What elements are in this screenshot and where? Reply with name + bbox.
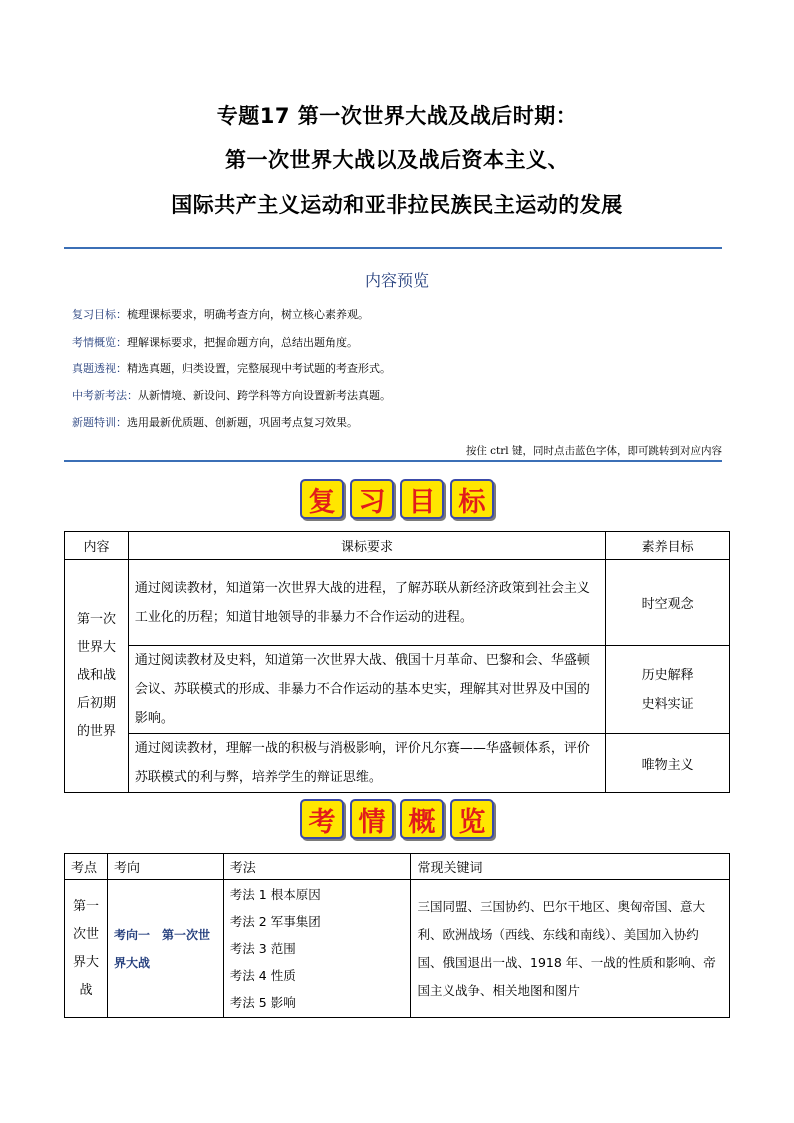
preview-item-new-training[interactable] (72, 416, 358, 430)
preview-label[interactable]: 复习目标： (72, 308, 127, 321)
preview-text: 梳理课标要求，明确考查方向，树立核心素养观。 (127, 308, 369, 321)
exam-direction-link[interactable]: 考向一 第一次世界大战 (107, 880, 223, 1018)
title-divider (64, 247, 722, 249)
preview-label[interactable]: 真题透视： (72, 362, 127, 375)
content-line: 战和战 (76, 668, 116, 683)
page-title-line-1: 专题17 第一次世界大战及战后时期： (216, 104, 578, 128)
banner-char: 目 (400, 479, 444, 519)
preview-item-new-methods[interactable] (72, 389, 391, 403)
keywords-cell: 三国同盟、三国协约、巴尔干地区、奥匈帝国、意大利、欧洲战场（西线、东线和南线）、美国加入协约国、俄国退出一战、1918 年、一战的性质和影响、帝国主义战争、相关地图和图片 (411, 880, 730, 1018)
preview-text: 选用最新优质题、创新题，巩固考点复习效果。 (127, 416, 358, 429)
banner-exam-overview (0, 799, 794, 839)
preview-text: 精选真题，归类设置，完整展现中考试题的考查形式。 (127, 362, 391, 375)
banner-char: 概 (400, 799, 444, 839)
column-header-exam-point: 考点 (65, 854, 108, 880)
preview-divider (64, 460, 722, 462)
exam-point-cell: 第一 次世 界大 战 (65, 880, 108, 1018)
preview-label[interactable]: 考情概览： (72, 336, 127, 349)
content-line: 的世界 (76, 724, 116, 739)
review-goals-table (64, 531, 730, 793)
column-header-keywords: 常现关键词 (411, 854, 730, 880)
preview-text: 从新情境、新设问、跨学科等方向设置新考法真题。 (138, 389, 391, 402)
column-header-exam-method: 考法 (223, 854, 411, 880)
exam-method-item: 考法 4 性质 (229, 968, 296, 983)
column-header-content: 内容 (65, 532, 129, 560)
banner-char: 标 (450, 479, 494, 519)
banner-char: 览 (450, 799, 494, 839)
requirement-cell: 通过阅读教材，知道第一次世界大战的进程，了解苏联从新经济政策到社会主义工业化的历程；知道甘地领导的非暴力不合作运动的进程。 (128, 560, 605, 646)
exam-overview-table (64, 853, 730, 1018)
exam-method-item: 考法 2 军事集团 (229, 914, 321, 929)
exam-method-item: 考法 3 范围 (229, 941, 296, 956)
exam-method-item: 考法 1 根本原因 (229, 887, 321, 902)
preview-heading: 内容预览 (364, 271, 429, 290)
preview-item-review-goals[interactable] (72, 308, 369, 322)
column-header-requirements: 课标要求 (128, 532, 605, 560)
exam-method-cell (223, 880, 411, 1018)
banner-char: 复 (300, 479, 344, 519)
page-title-line-2: 第一次世界大战以及战后资本主义、 (225, 148, 569, 172)
preview-label[interactable]: 新题特训： (72, 416, 127, 429)
banner-char: 考 (300, 799, 344, 839)
content-line: 世界大 (76, 640, 116, 655)
preview-label[interactable]: 中考新考法： (72, 389, 138, 402)
banner-review-goals (0, 479, 794, 519)
literacy-goal-cell: 时空观念 (606, 560, 730, 646)
column-header-exam-direction: 考向 (107, 854, 223, 880)
requirement-cell: 通过阅读教材及史料，知道第一次世界大战、俄国十月革命、巴黎和会、华盛顿会议、苏联模式的形成、非暴力不合作运动的基本史实，理解其对世界及中国的影响。 (128, 646, 605, 734)
content-line: 后初期 (76, 696, 116, 711)
ctrl-click-tip: 按住 ctrl 键，同时点击蓝色字体，即可跳转到对应内容 (465, 445, 722, 457)
requirement-cell: 通过阅读教材，理解一战的积极与消极影响，评价凡尔赛——华盛顿体系，评价苏联模式的利与弊，培养学生的辩证思维。 (128, 734, 605, 793)
exam-method-item: 考法 5 影响 (229, 995, 296, 1010)
banner-char: 情 (350, 799, 394, 839)
literacy-goal-cell: 历史解释 史料实证 (606, 646, 730, 734)
literacy-goal-cell: 唯物主义 (606, 734, 730, 793)
preview-item-real-questions[interactable] (72, 362, 391, 376)
preview-item-exam-overview[interactable] (72, 336, 358, 350)
preview-text: 理解课标要求，把握命题方向，总结出题角度。 (127, 336, 358, 349)
page-title-line-3: 国际共产主义运动和亚非拉民族民主运动的发展 (171, 193, 623, 217)
content-cell (65, 560, 129, 793)
banner-char: 习 (350, 479, 394, 519)
column-header-literacy-goals: 素养目标 (606, 532, 730, 560)
content-line: 第一次 (76, 612, 116, 627)
